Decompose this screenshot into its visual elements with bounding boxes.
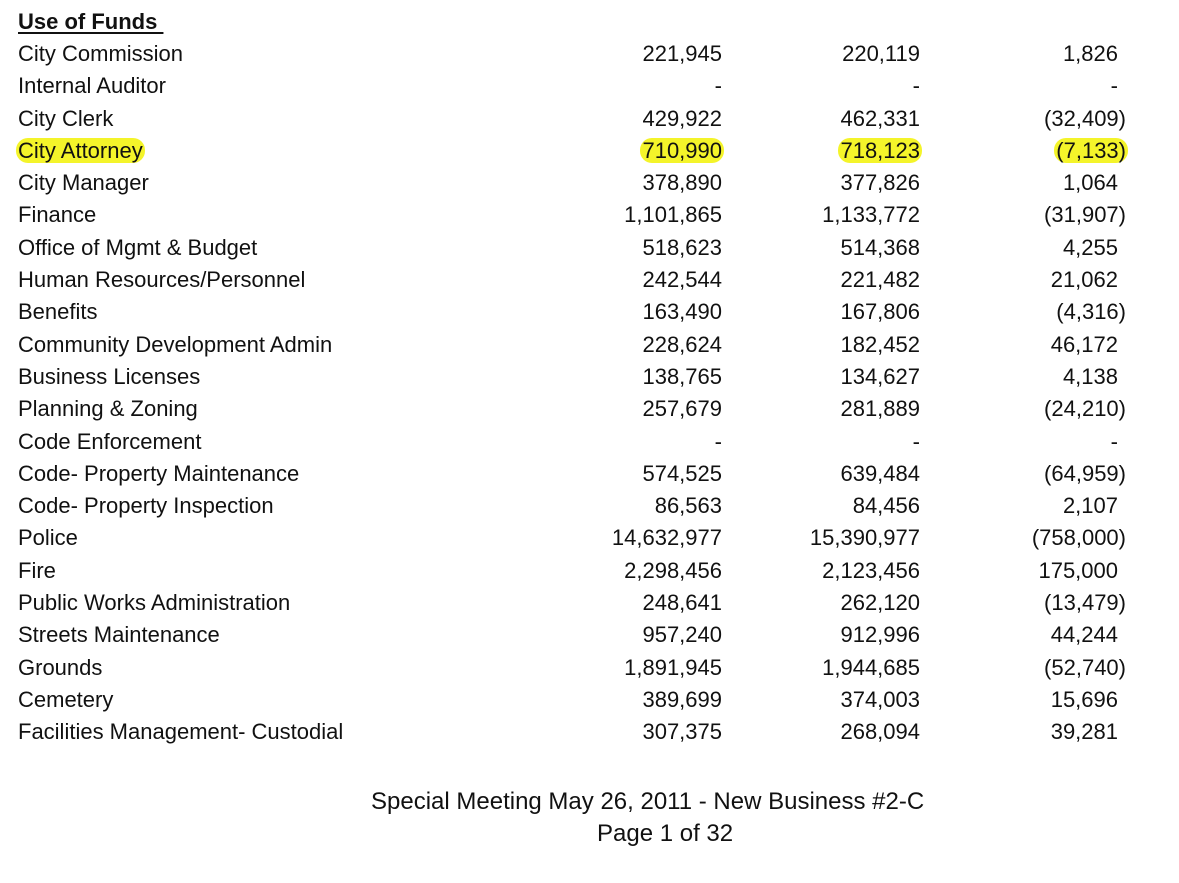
col2-value: [840, 587, 920, 619]
col3-value: [1044, 587, 1126, 619]
col3-value-text: (31,907): [1044, 202, 1126, 228]
col3-value-text: 2,107: [1062, 493, 1118, 519]
col2-value-text: -: [912, 428, 920, 454]
col1-value-text: 957,240: [642, 622, 722, 648]
table-row: [0, 103, 1179, 135]
table-row: [0, 38, 1179, 70]
col2-value-text: 1,944,685: [822, 654, 920, 680]
row-label: [18, 426, 201, 458]
col2-value: [840, 135, 920, 167]
col2-value-text: 462,331: [840, 105, 920, 131]
col3-value: [1056, 296, 1126, 328]
col2-value-text: 639,484: [840, 460, 920, 486]
col3-value-text: 21,062: [1050, 267, 1118, 293]
col3-value: [1044, 652, 1126, 684]
col1-value: [642, 684, 722, 716]
col2-value-text: 377,826: [840, 170, 920, 196]
col3-value: [1111, 426, 1118, 458]
col1-value-text: 242,544: [642, 267, 722, 293]
col3-value: [1051, 264, 1118, 296]
table-row: [0, 716, 1179, 748]
col2-value: [822, 555, 920, 587]
col2-value-text: 84,456: [852, 493, 920, 519]
table-row: [0, 167, 1179, 199]
row-label-text: Code Enforcement: [18, 428, 202, 454]
col3-value: [1063, 361, 1118, 393]
table-row: [0, 329, 1179, 361]
col2-value: [913, 426, 920, 458]
row-label: [18, 522, 78, 554]
col1-value-text: 257,679: [642, 396, 722, 422]
col3-value: [1063, 490, 1118, 522]
table-row: [0, 393, 1179, 425]
row-label: [18, 70, 166, 102]
table-row: [0, 587, 1179, 619]
row-label-text: Benefits: [18, 299, 98, 325]
col1-value-text: 574,525: [642, 460, 722, 486]
row-label-text: Office of Mgmt & Budget: [18, 234, 258, 260]
col2-value-text: 268,094: [840, 719, 920, 745]
col1-value: [642, 458, 722, 490]
col3-value: [1044, 458, 1126, 490]
col3-value: [1111, 70, 1118, 102]
col1-value-text: 138,765: [642, 363, 722, 389]
row-label-text: Planning & Zoning: [18, 396, 198, 422]
col3-value: [1051, 684, 1118, 716]
row-label-text: Community Development Admin: [18, 331, 333, 357]
table-row: [0, 555, 1179, 587]
col1-value: [624, 199, 722, 231]
table-row: [0, 264, 1179, 296]
col2-value: [822, 199, 920, 231]
row-label: [18, 38, 183, 70]
table-row: [0, 296, 1179, 328]
row-label: [18, 264, 305, 296]
col2-value-text: 281,889: [840, 396, 920, 422]
col1-value-text: 86,563: [654, 493, 722, 519]
col2-value-text: 221,482: [840, 267, 920, 293]
col2-value-text: 1,133,772: [822, 202, 920, 228]
row-label: [18, 555, 56, 587]
col2-value: [913, 70, 920, 102]
row-label-text: Public Works Administration: [18, 590, 291, 616]
col2-value: [840, 103, 920, 135]
row-label-text: Internal Auditor: [18, 73, 166, 99]
table-row: [0, 135, 1179, 167]
col1-value: [642, 232, 722, 264]
row-label: [18, 587, 290, 619]
col2-value: [840, 361, 920, 393]
col1-value: [642, 393, 722, 425]
col2-value-text: 15,390,977: [809, 525, 920, 551]
col1-value-text: 248,641: [642, 590, 722, 616]
row-label-text: City Attorney: [18, 137, 143, 163]
col3-value: [1063, 232, 1118, 264]
row-label: [18, 199, 96, 231]
col2-value-text: 182,452: [840, 331, 920, 357]
col1-value-text: 1,101,865: [624, 202, 722, 228]
row-label-text: City Manager: [18, 170, 149, 196]
col3-value-text: (7,133): [1056, 137, 1126, 163]
col1-value-text: 2,298,456: [624, 557, 722, 583]
col2-value-text: 134,627: [840, 363, 920, 389]
row-label: [18, 393, 198, 425]
col2-value-text: 2,123,456: [822, 557, 920, 583]
table-row: [0, 652, 1179, 684]
col1-value-text: 14,632,977: [611, 525, 722, 551]
row-label-text: Human Resources/Personnel: [18, 267, 306, 293]
col1-value: [624, 555, 722, 587]
col2-value: [822, 652, 920, 684]
col3-value: [1051, 716, 1118, 748]
row-label-text: Facilities Management- Custodial: [18, 719, 344, 745]
col2-value-text: 912,996: [840, 622, 920, 648]
row-label-text: Code- Property Maintenance: [18, 460, 300, 486]
row-label-text: Streets Maintenance: [18, 622, 220, 648]
col2-value-text: -: [912, 73, 920, 99]
col1-value: [642, 38, 722, 70]
row-label-text: Fire: [18, 557, 56, 583]
row-label: [18, 619, 220, 651]
col1-value-text: -: [714, 428, 722, 454]
col1-value-text: 710,990: [642, 137, 722, 163]
col2-value: [810, 522, 920, 554]
row-label-text: Code- Property Inspection: [18, 493, 274, 519]
row-label: [18, 361, 200, 393]
col3-value-text: (32,409): [1044, 105, 1126, 131]
col3-value: [1044, 199, 1126, 231]
col3-value: [1032, 522, 1126, 554]
col2-value: [840, 329, 920, 361]
table-row: [0, 522, 1179, 554]
col1-value: [642, 135, 722, 167]
col1-value: [642, 329, 722, 361]
col1-value: [612, 522, 722, 554]
row-label: [18, 135, 143, 167]
row-label: [18, 329, 332, 361]
table-row: [0, 458, 1179, 490]
row-label: [18, 232, 257, 264]
col1-value: [642, 587, 722, 619]
col1-value-text: 429,922: [642, 105, 722, 131]
col2-value-text: 514,368: [840, 234, 920, 260]
table-row: [0, 199, 1179, 231]
col2-value: [840, 393, 920, 425]
row-label: [18, 716, 343, 748]
funds-table: [0, 38, 1179, 749]
col3-value: [1038, 555, 1118, 587]
col1-value: [642, 264, 722, 296]
col3-value: [1051, 329, 1118, 361]
col3-value-text: 4,138: [1062, 363, 1118, 389]
col3-value-text: (64,959): [1044, 460, 1126, 486]
col1-value: [715, 426, 722, 458]
table-row: [0, 684, 1179, 716]
col3-value: [1044, 393, 1126, 425]
col2-value: [840, 684, 920, 716]
col2-value: [840, 458, 920, 490]
col2-value-text: 374,003: [840, 686, 920, 712]
col3-value-text: (13,479): [1044, 590, 1126, 616]
table-row: [0, 70, 1179, 102]
col1-value: [715, 70, 722, 102]
col1-value-text: 389,699: [642, 686, 722, 712]
section-heading: Use of Funds: [18, 9, 164, 34]
col1-value: [624, 652, 722, 684]
col3-value: [1063, 38, 1118, 70]
col1-value-text: 1,891,945: [624, 654, 722, 680]
col1-value-text: 221,945: [642, 41, 722, 66]
col1-value-text: -: [714, 73, 722, 99]
col3-value-text: 1,826: [1062, 41, 1118, 66]
row-label-text: Business Licenses: [18, 363, 201, 389]
row-label-text: Police: [18, 525, 78, 551]
col2-value: [840, 619, 920, 651]
table-row: [0, 490, 1179, 522]
col3-value-text: 4,255: [1062, 234, 1118, 260]
col1-value: [642, 296, 722, 328]
col2-value: [840, 716, 920, 748]
col3-value: [1063, 167, 1118, 199]
col2-value: [842, 38, 920, 70]
col1-value: [642, 103, 722, 135]
table-row: [0, 232, 1179, 264]
col2-value-text: 718,123: [840, 137, 920, 163]
table-row: [0, 426, 1179, 458]
col3-value-text: (24,210): [1044, 396, 1126, 422]
table-row: [0, 361, 1179, 393]
col3-value-text: 44,244: [1050, 622, 1118, 648]
col3-value-text: -: [1110, 73, 1118, 99]
col1-value: [642, 619, 722, 651]
col1-value: [655, 490, 722, 522]
col3-value-text: 15,696: [1050, 686, 1118, 712]
row-label-text: City Commission: [18, 41, 184, 66]
col2-value-text: 167,806: [840, 299, 920, 325]
row-label: [18, 296, 98, 328]
row-label: [18, 458, 299, 490]
col1-value-text: 228,624: [642, 331, 722, 357]
col3-value: [1051, 619, 1118, 651]
col3-value-text: 175,000: [1038, 557, 1118, 583]
row-label: [18, 490, 274, 522]
col2-value-text: 220,119: [842, 41, 920, 66]
col3-value: [1056, 135, 1126, 167]
row-label: [18, 652, 102, 684]
col3-value: [1044, 103, 1126, 135]
col3-value-text: 1,064: [1062, 170, 1118, 196]
col3-value-text: 46,172: [1050, 331, 1118, 357]
footer-page-number: Page 1 of 32: [597, 820, 734, 847]
col3-value-text: (758,000): [1031, 525, 1126, 551]
col1-value-text: 378,890: [642, 170, 722, 196]
row-label: [18, 684, 113, 716]
col2-value: [840, 232, 920, 264]
col1-value-text: 518,623: [642, 234, 722, 260]
row-label-text: Finance: [18, 202, 97, 228]
col3-value-text: (52,740): [1044, 654, 1126, 680]
col1-value-text: 307,375: [642, 719, 722, 745]
row-label: [18, 167, 149, 199]
col2-value-text: 262,120: [840, 590, 920, 616]
row-label-text: City Clerk: [18, 105, 114, 131]
table-row: [0, 619, 1179, 651]
col2-value: [840, 296, 920, 328]
col3-value-text: (4,316): [1056, 299, 1126, 325]
row-label-text: Grounds: [18, 654, 103, 680]
col1-value: [642, 361, 722, 393]
row-label-text: Cemetery: [18, 686, 114, 712]
footer-meeting-line: Special Meeting May 26, 2011 - New Business #2-C: [371, 788, 925, 815]
col1-value: [642, 167, 722, 199]
row-label: [18, 103, 113, 135]
col2-value: [853, 490, 920, 522]
col3-value-text: 39,281: [1050, 719, 1118, 745]
col2-value: [840, 167, 920, 199]
col2-value: [840, 264, 920, 296]
col3-value-text: -: [1110, 428, 1118, 454]
col1-value-text: 163,490: [642, 299, 722, 325]
col1-value: [642, 716, 722, 748]
